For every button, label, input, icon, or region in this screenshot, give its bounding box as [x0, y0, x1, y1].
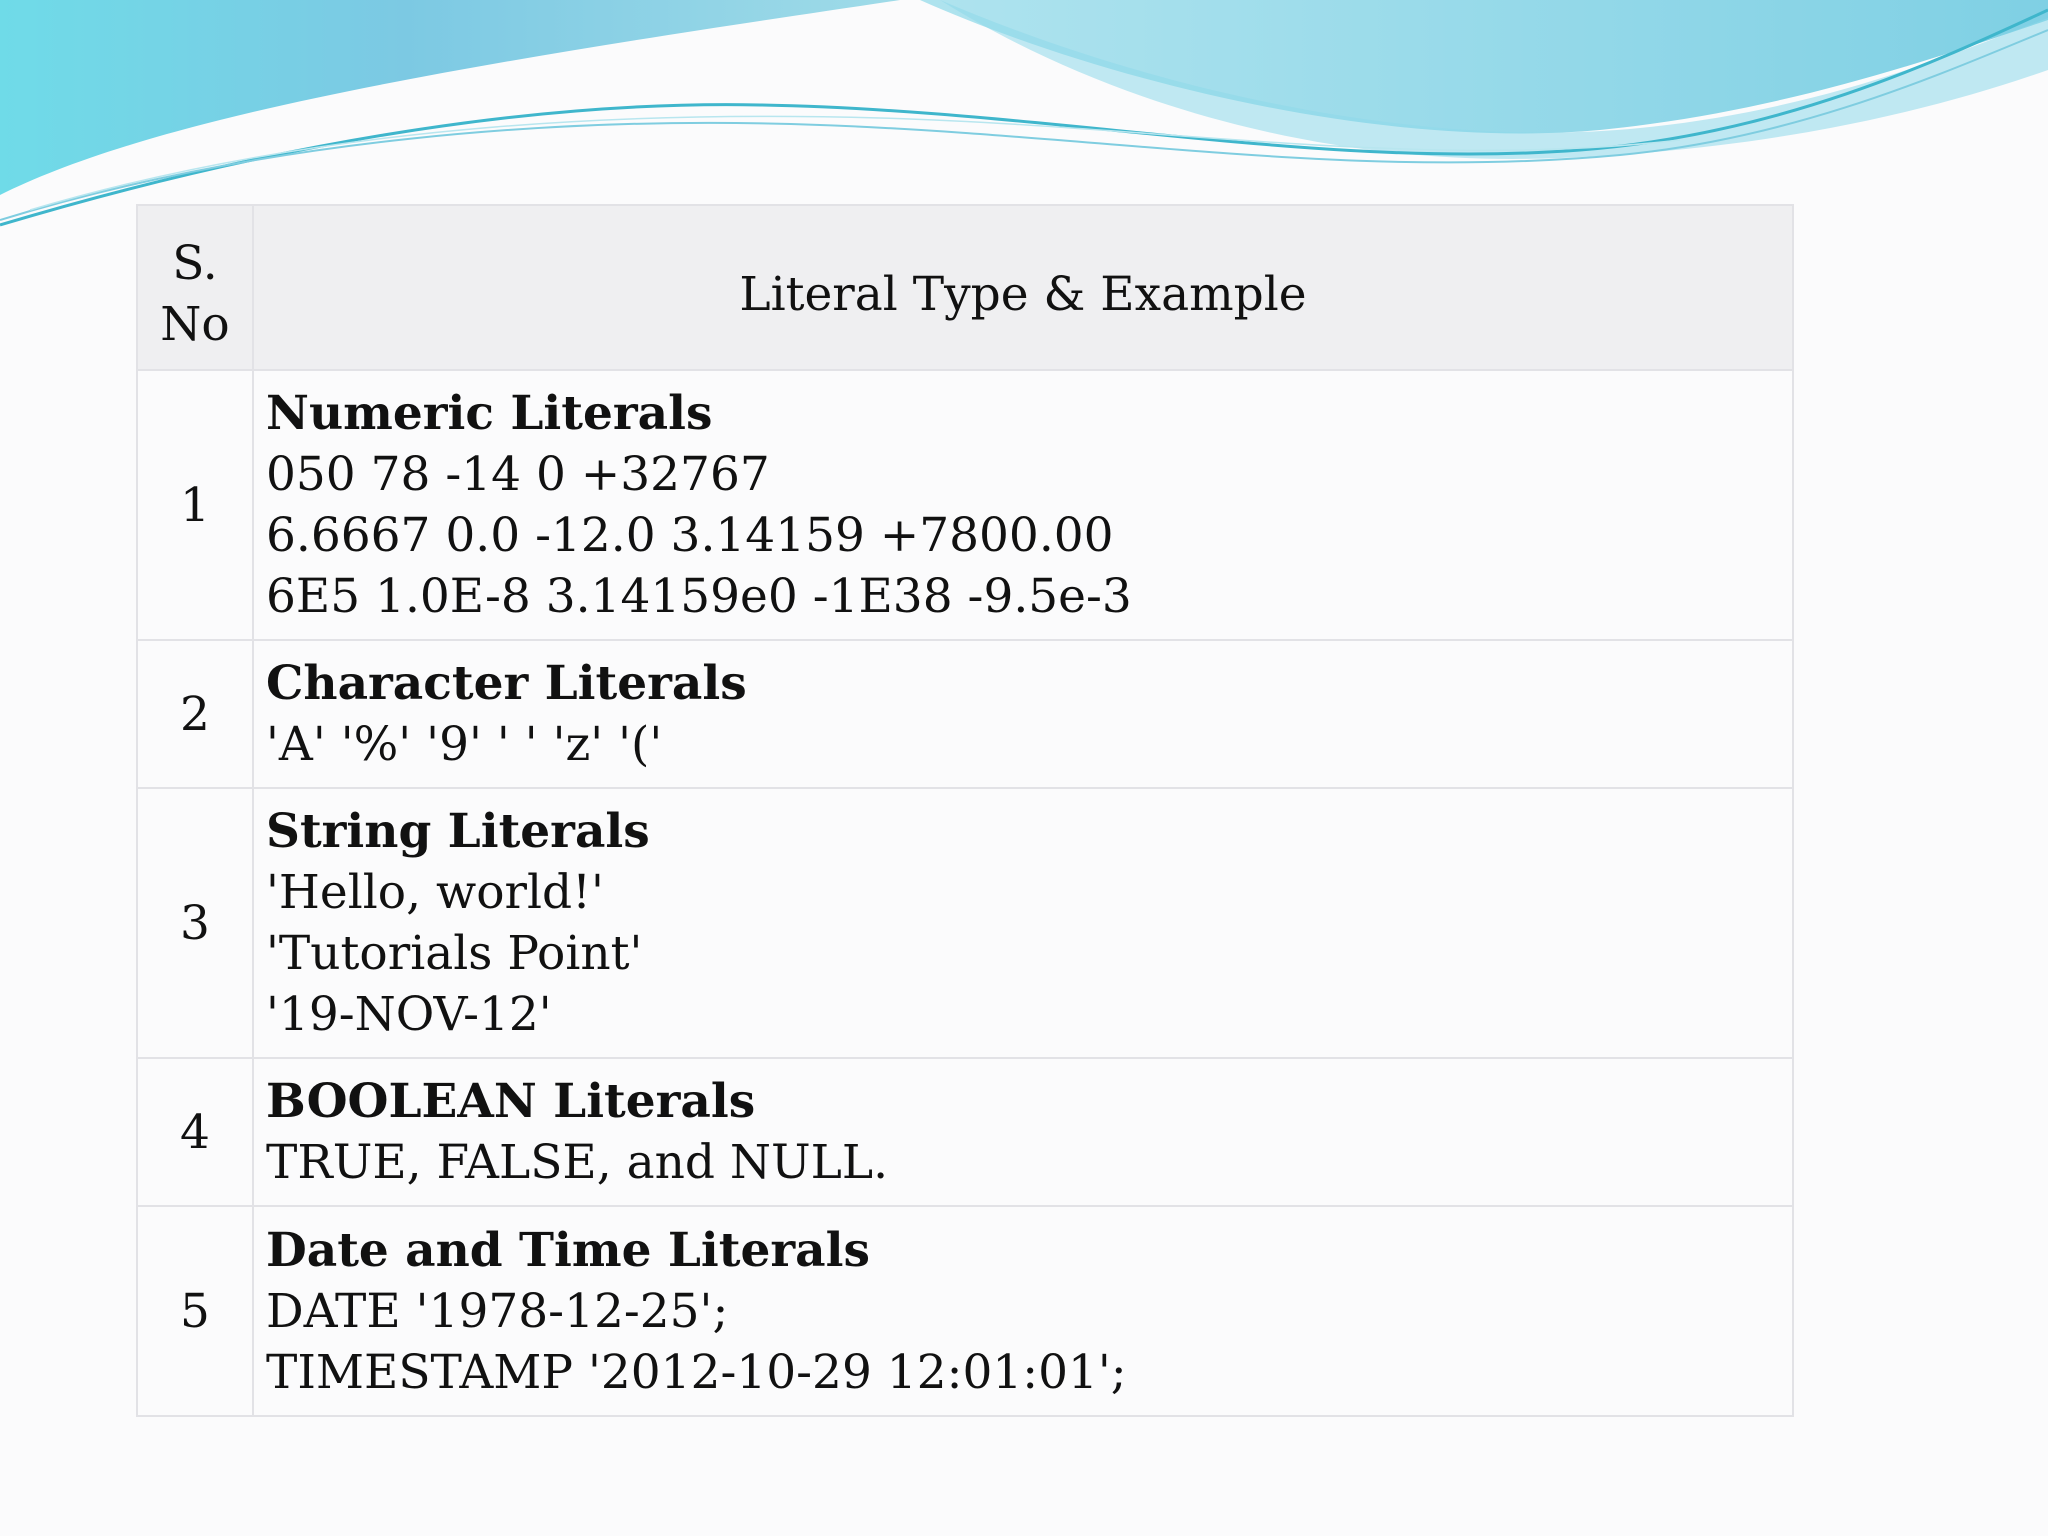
- row-title: BOOLEAN Literals: [266, 1074, 756, 1129]
- table-row: [137, 1206, 1793, 1416]
- row-example-line: '19-NOV-12': [266, 987, 552, 1042]
- row-content: [253, 1058, 1793, 1206]
- row-example-line: 050 78 -14 0 +32767: [266, 447, 770, 502]
- table-row: [137, 370, 1793, 640]
- row-title: Numeric Literals: [266, 386, 713, 441]
- row-example-line: 'Tutorials Point': [266, 926, 643, 981]
- table-row: [137, 788, 1793, 1058]
- row-example-line: 6E5 1.0E-8 3.14159e0 -1E38 -9.5e-3: [266, 569, 1132, 624]
- row-title: Character Literals: [266, 656, 747, 711]
- header-literal-type: Literal Type & Example: [253, 205, 1793, 370]
- literals-table: [136, 204, 1794, 1417]
- row-content: [253, 370, 1793, 640]
- header-sno: S.No: [137, 205, 253, 370]
- row-content: [253, 640, 1793, 788]
- row-number: 1: [137, 370, 253, 640]
- row-content: [253, 1206, 1793, 1416]
- row-number: 4: [137, 1058, 253, 1206]
- row-example-line: 'A' '%' '9' ' ' 'z' '(': [266, 717, 663, 772]
- row-example-line: DATE '1978-12-25';: [266, 1283, 729, 1339]
- row-number: 2: [137, 640, 253, 788]
- row-example-line: TRUE, FALSE, and NULL.: [266, 1135, 889, 1190]
- row-example-line: 6.6667 0.0 -12.0 3.14159 +7800.00: [266, 508, 1114, 563]
- row-title: Date and Time Literals: [266, 1222, 870, 1278]
- table-row: [137, 640, 1793, 788]
- table-row: [137, 1058, 1793, 1206]
- row-content: [253, 788, 1793, 1058]
- row-example-line: 'Hello, world!': [266, 865, 604, 920]
- row-number: 3: [137, 788, 253, 1058]
- row-example-line: TIMESTAMP '2012-10-29 12:01:01';: [266, 1344, 1127, 1400]
- row-title: String Literals: [266, 804, 650, 859]
- row-number: 5: [137, 1206, 253, 1416]
- table-header-row: [137, 205, 1793, 370]
- literals-table-container: [136, 204, 1792, 1417]
